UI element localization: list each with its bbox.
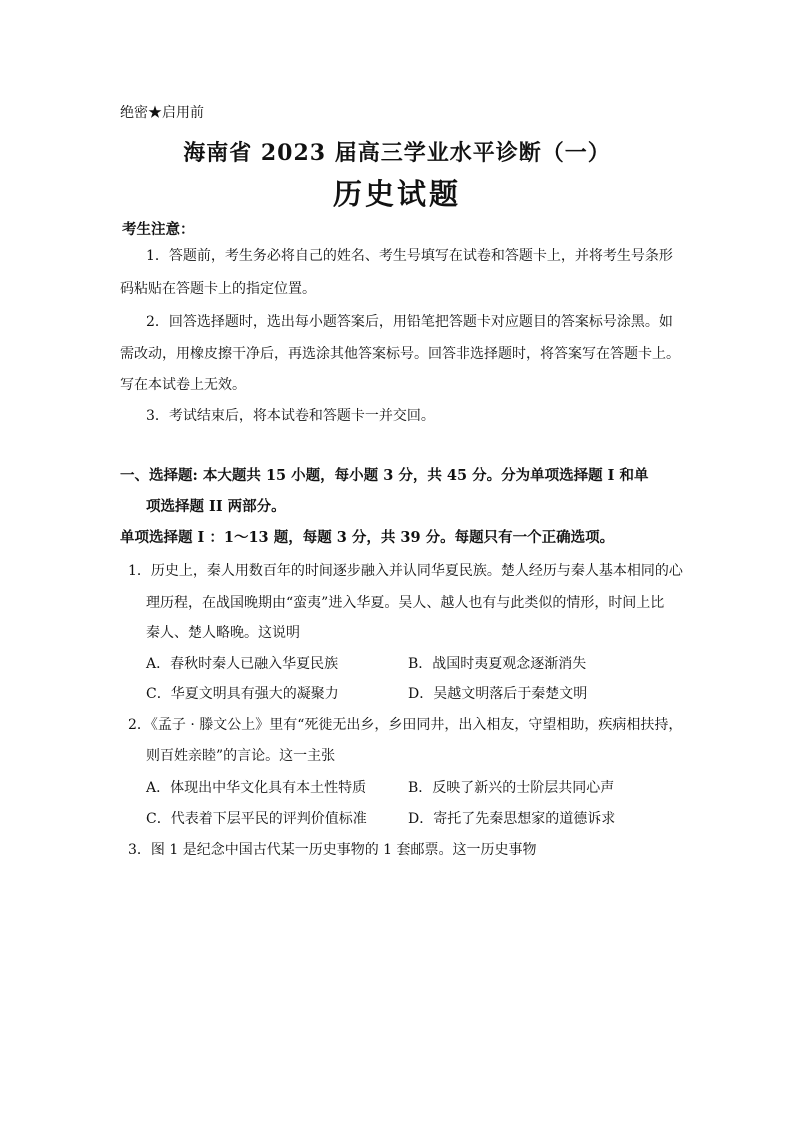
section-heading-line-2: 项选择题 II 两部分。 bbox=[146, 498, 286, 515]
confidential-label: 绝密★启用前 bbox=[120, 105, 204, 121]
notice-item-3-line-1: 3．考试结束后，将本试卷和答题卡一并交回。 bbox=[146, 408, 435, 424]
notice-item-1-line-1: 1．答题前，考生务必将自己的姓名、考生号填写在试卷和答题卡上，并将考生号条形 bbox=[146, 248, 673, 264]
notice-item-2-line-1: 2．回答选择题时，选出每小题答案后，用铅笔把答题卡对应题目的答案标号涂黑。如 bbox=[146, 314, 673, 330]
question-1-line-3: 秦人、楚人略晚。这说明 bbox=[146, 625, 300, 641]
question-2-option-c: C．代表着下层平民的评判价值标准 bbox=[146, 811, 367, 827]
question-3-line-1: 3．图 1 是纪念中国古代某一历史事物的 1 套邮票。这一历史事物 bbox=[128, 842, 537, 858]
section-heading-line-1: 一、选择题: 本大题共 15 小题，每小题 3 分，共 45 分。分为单项选择题 I 和单 bbox=[120, 467, 649, 484]
notice-item-2-line-3: 写在本试卷上无效。 bbox=[120, 377, 246, 393]
notice-item-1-line-2: 码粘贴在答题卡上的指定位置。 bbox=[120, 281, 316, 297]
question-1-option-d: D．吴越文明落后于秦楚文明 bbox=[408, 686, 588, 702]
question-1-line-2: 理历程，在战国晚期由“蛮夷”进入华夏。吴人、越人也有与此类似的情形，时间上比 bbox=[146, 595, 665, 611]
question-2-line-2: 则百姓亲睦”的言论。这一主张 bbox=[146, 748, 336, 764]
question-2-option-a: A．体现出中华文化具有本土性特质 bbox=[146, 780, 367, 796]
subsection-heading: 单项选择题 I ：1～13 题，每题 3 分，共 39 分。每题只有一个正确选项。 bbox=[120, 529, 615, 546]
exam-title: 海南省 2023 届高三学业水平诊断（一） bbox=[183, 140, 611, 166]
notice-item-2-line-2: 需改动，用橡皮擦干净后，再选涂其他答案标号。回答非选择题时，将答案写在答题卡上。 bbox=[120, 346, 680, 362]
question-1-line-1: 1．历史上，秦人用数百年的时间逐步融入并认同华夏民族。楚人经历与秦人基本相同的心 bbox=[128, 563, 683, 579]
notice-heading: 考生注意： bbox=[122, 221, 195, 238]
question-2-option-d: D．寄托了先秦思想家的道德诉求 bbox=[408, 811, 616, 827]
question-1-option-c: C．华夏文明具有强大的凝聚力 bbox=[146, 686, 339, 702]
subject-title: 历史试题 bbox=[332, 177, 461, 211]
question-2-option-b: B．反映了新兴的士阶层共同心声 bbox=[408, 780, 615, 796]
question-1-option-b: B．战国时夷夏观念逐渐消失 bbox=[408, 656, 587, 672]
question-2-line-1: 2．《孟子 · 滕文公上》里有“死徙无出乡，乡田同井，出入相友，守望相助，疾病相扶持， bbox=[128, 717, 683, 733]
question-1-option-a: A．春秋时秦人已融入华夏民族 bbox=[146, 656, 339, 672]
